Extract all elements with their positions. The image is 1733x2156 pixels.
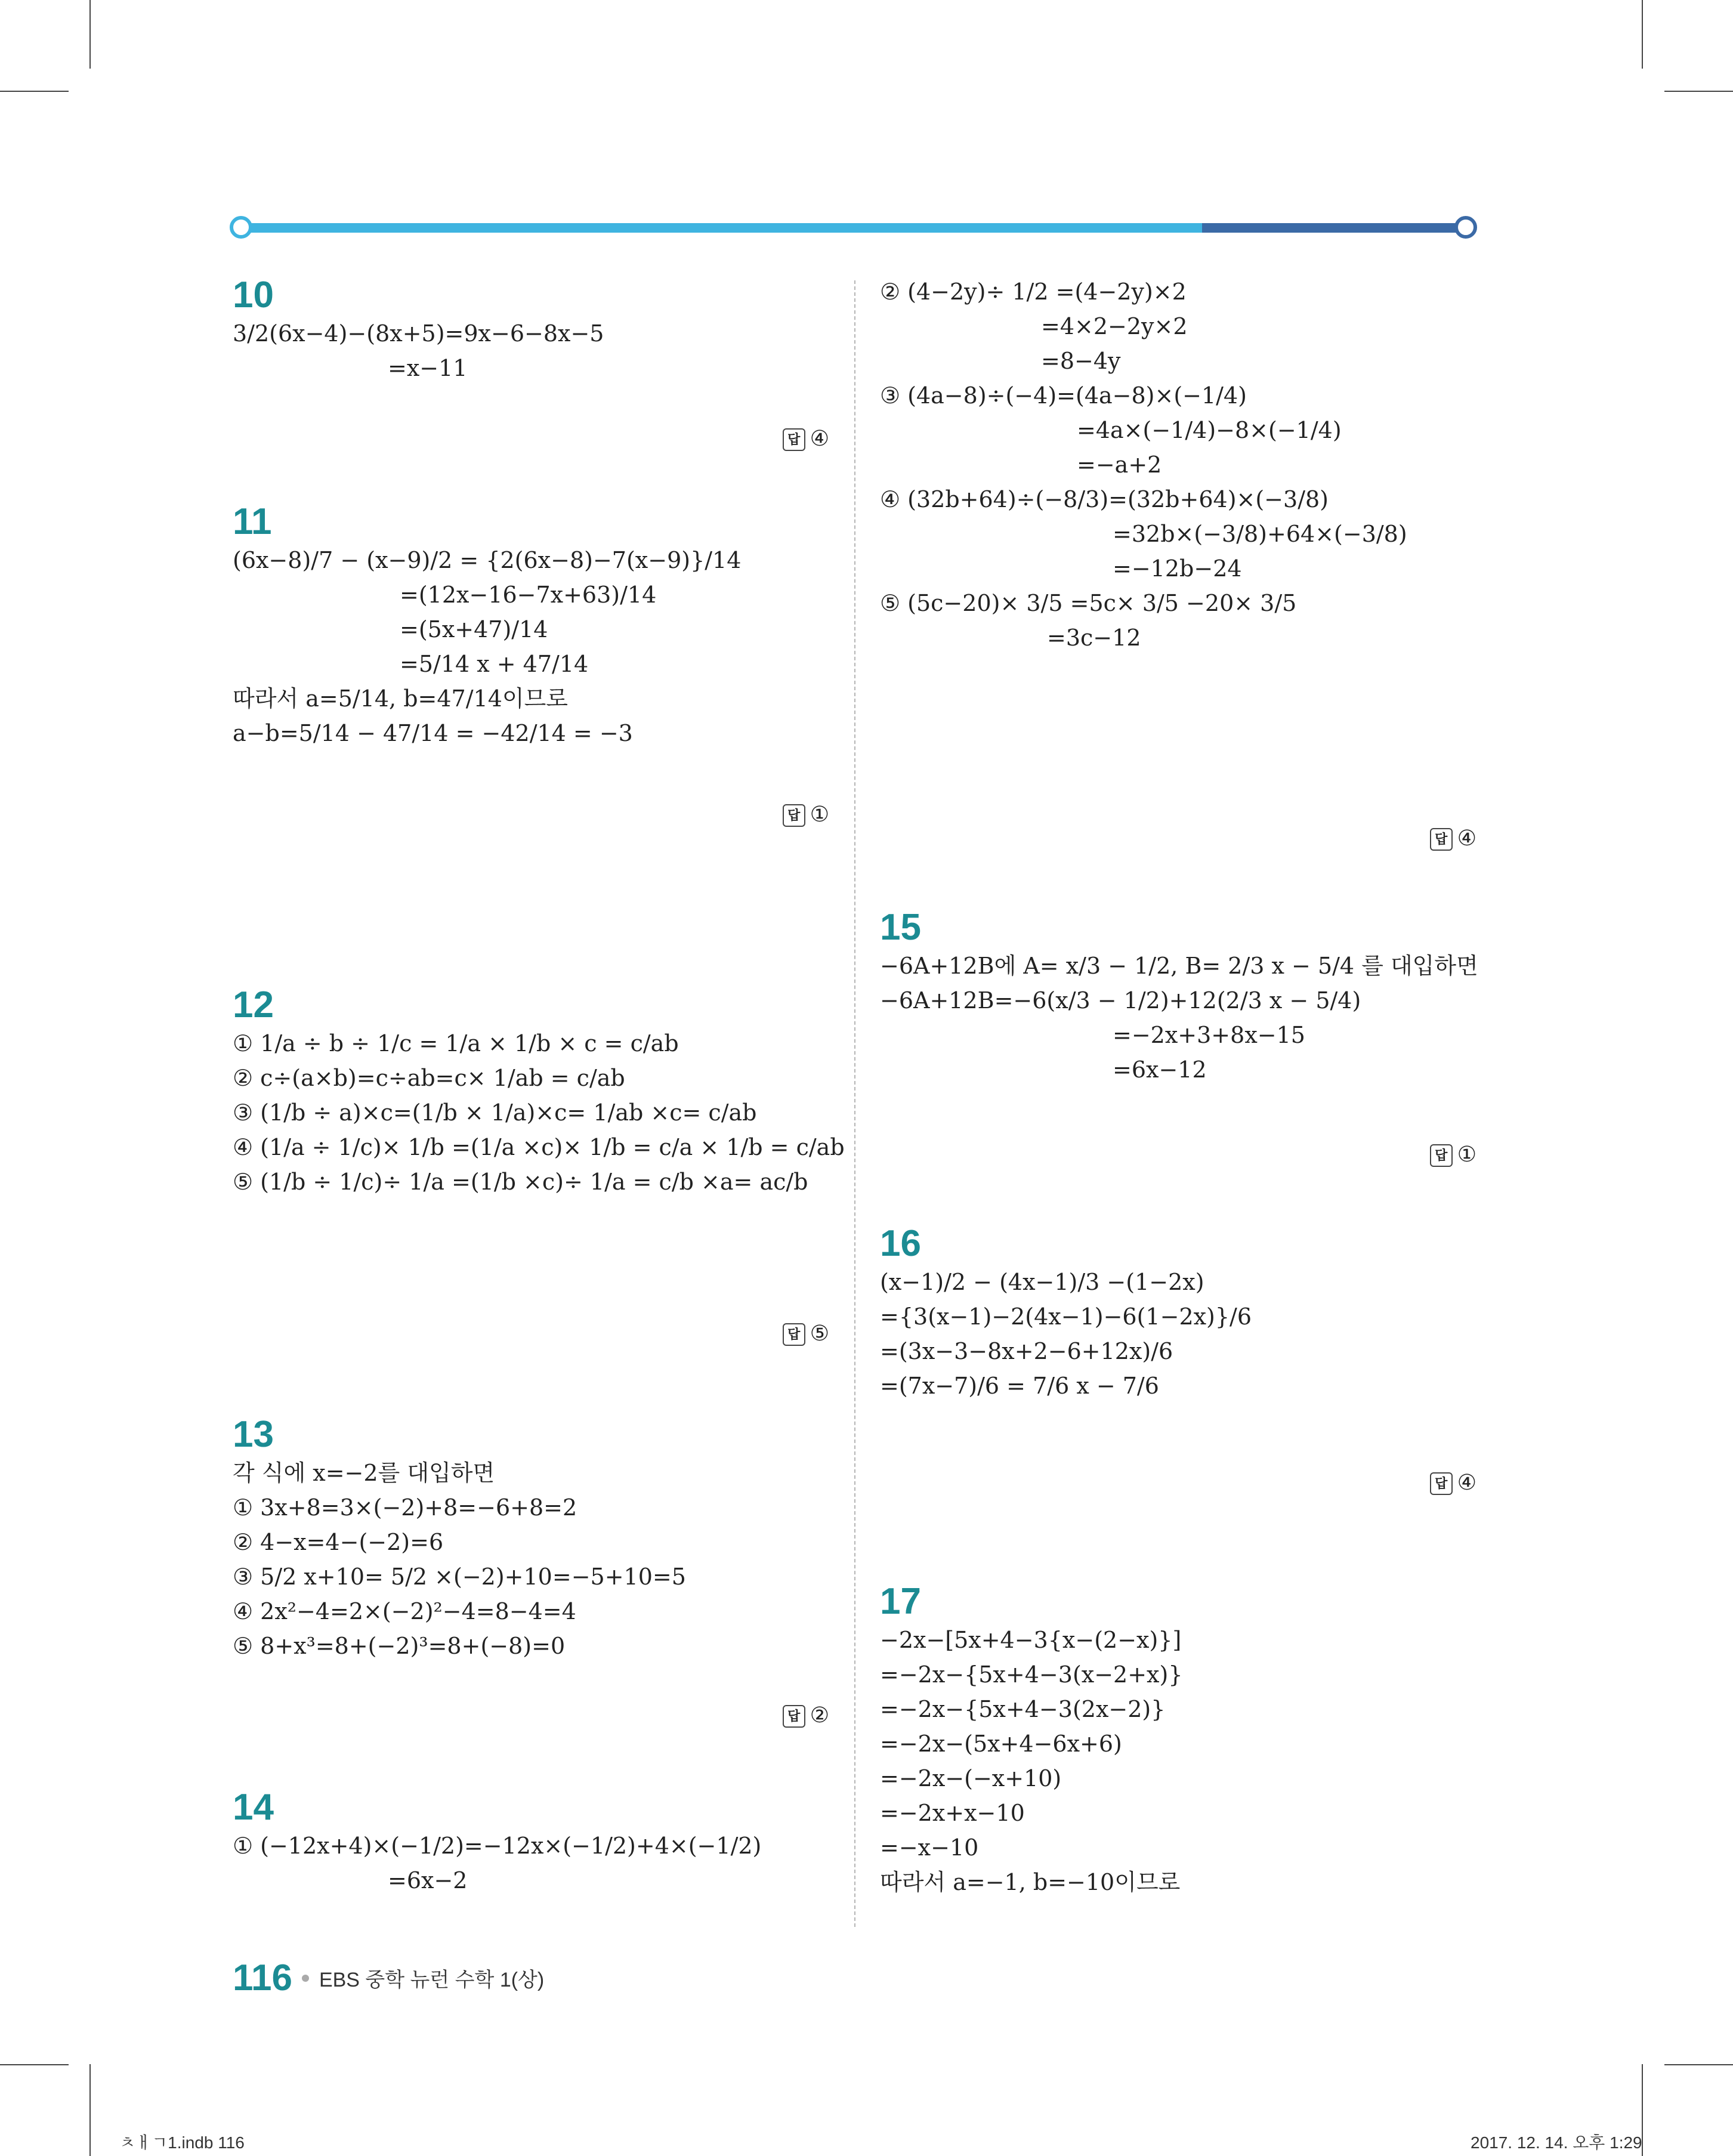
solution-line: ③ (4a−8)÷(−4)=(4a−8)×(−1/4) — [880, 382, 1247, 409]
solution-line: =6x−2 — [388, 1867, 468, 1894]
solution-line: =(5x+47)/14 — [400, 616, 548, 643]
header-bar-light — [240, 223, 1207, 233]
answer-label: 답 — [783, 428, 805, 451]
solution-line: =(12x−16−7x+63)/14 — [400, 582, 657, 608]
solution-line: −6A+12B=−6(x/3 − 1/2)+12(2/3 x − 5/4) — [880, 987, 1361, 1014]
solution-line: 따라서 a=−1, b=−10이므로 — [880, 1869, 1181, 1895]
solution-line: (x−1)/2 − (4x−1)/3 −(1−2x) — [880, 1269, 1204, 1295]
crop-mark — [0, 91, 69, 92]
page-footer — [233, 1957, 544, 1999]
answer-value: ⑤ — [810, 1321, 829, 1345]
solution-line: =−2x+x−10 — [880, 1800, 1025, 1826]
answer-label: 답 — [1430, 1472, 1453, 1495]
answer-label: 답 — [783, 1323, 805, 1346]
header-bar — [230, 216, 1476, 237]
answer-mark — [1430, 1139, 1476, 1169]
solution-line: =−2x+3+8x−15 — [1113, 1022, 1305, 1048]
solution-line: ② (4−2y)÷ 1/2 =(4−2y)×2 — [880, 279, 1187, 305]
answer-value: ① — [1457, 1142, 1476, 1166]
solution-line: =x−11 — [388, 355, 468, 381]
answer-value: ① — [810, 802, 829, 826]
solution-line: ③ (1/b ÷ a)×c=(1/b × 1/a)×c= 1/ab ×c= c/ab — [233, 1099, 757, 1126]
page-number: 116 — [233, 1957, 293, 1999]
solution-line: ④ (1/a ÷ 1/c)× 1/b =(1/a ×c)× 1/b = c/a × 1/b = c/ab — [233, 1134, 845, 1160]
answer-value: ④ — [1457, 1470, 1476, 1494]
header-bar-dark — [1202, 223, 1468, 233]
solution-line: ④ 2x²−4=2×(−2)²−4=8−4=4 — [233, 1598, 576, 1624]
answer-mark — [783, 799, 829, 829]
crop-mark — [0, 2064, 69, 2065]
answer-label: 답 — [783, 804, 805, 827]
problem-number: 12 — [233, 984, 274, 1026]
answer-mark — [1430, 823, 1476, 853]
solution-line: ① (−12x+4)×(−1/2)=−12x×(−1/2)+4×(−1/2) — [233, 1833, 762, 1859]
solution-line: =−2x−{5x+4−3(2x−2)} — [880, 1696, 1166, 1722]
solution-line: =−12b−24 — [1113, 555, 1242, 582]
print-date-info: 2017. 12. 14. 오후 1:29 — [1471, 2133, 1642, 2152]
crop-mark — [1642, 0, 1643, 69]
problem-14 — [233, 1787, 829, 1898]
solution-line: ⑤ (5c−20)× 3/5 =5c× 3/5 −20× 3/5 — [880, 590, 1297, 616]
solution-line: ① 1/a ÷ b ÷ 1/c = 1/a × 1/b × c = c/ab — [233, 1030, 679, 1057]
header-dot-right — [1454, 216, 1477, 239]
problem-15 — [880, 907, 1478, 1166]
crop-mark — [1664, 91, 1733, 92]
solution-line: =4×2−2y×2 — [1041, 313, 1188, 339]
solution-line: −2x−[5x+4−3{x−(2−x)}] — [880, 1627, 1182, 1653]
solution-line: (6x−8)/7 − (x−9)/2 = {2(6x−8)−7(x−9)}/14 — [233, 547, 742, 573]
answer-label: 답 — [1430, 828, 1453, 851]
answer-mark — [1430, 1468, 1476, 1497]
problem-number: 11 — [233, 501, 272, 542]
problem-12 — [233, 984, 845, 1345]
problem-16 — [880, 1223, 1476, 1494]
solution-line: =−2x−{5x+4−3(x−2+x)} — [880, 1661, 1183, 1688]
bullet-icon — [302, 1975, 309, 1982]
column-divider — [854, 280, 855, 1927]
solution-line: ② 4−x=4−(−2)=6 — [233, 1529, 444, 1555]
answer-value: ④ — [1457, 826, 1476, 850]
problem-14-continued — [880, 274, 1476, 850]
solution-line: ③ 5/2 x+10= 5/2 ×(−2)+10=−5+10=5 — [233, 1564, 686, 1590]
problem-number: 16 — [880, 1223, 921, 1264]
solution-line: 따라서 a=5/14, b=47/14이므로 — [233, 685, 568, 712]
solution-line: ⑤ (1/b ÷ 1/c)÷ 1/a =(1/b ×c)÷ 1/a = c/b ×a= ac/b — [233, 1169, 808, 1195]
header-dot-left — [230, 216, 252, 239]
solution-line: ② c÷(a×b)=c÷ab=c× 1/ab = c/ab — [233, 1065, 625, 1091]
answer-mark — [783, 424, 829, 453]
solution-line: =8−4y — [1041, 348, 1121, 374]
answer-mark — [783, 1700, 829, 1730]
solution-line: ⑤ 8+x³=8+(−2)³=8+(−8)=0 — [233, 1633, 566, 1659]
solution-line: a−b=5/14 − 47/14 = −42/14 = −3 — [233, 720, 633, 746]
solution-line: 3/2(6x−4)−(8x+5)=9x−6−8x−5 — [233, 320, 604, 347]
print-file-info: ㅊㅐㄱ1.indb 116 — [119, 2133, 245, 2152]
solution-line: =(3x−3−8x+2−6+12x)/6 — [880, 1338, 1173, 1364]
solution-line: =6x−12 — [1113, 1057, 1207, 1083]
solution-line: ={3(x−1)−2(4x−1)−6(1−2x)}/6 — [880, 1304, 1252, 1330]
problem-10 — [233, 274, 829, 450]
solution-line: =3c−12 — [1047, 625, 1141, 651]
solution-line: =5/14 x + 47/14 — [400, 651, 589, 677]
problem-11 — [233, 501, 829, 826]
problem-17 — [880, 1581, 1476, 1899]
solution-line: =32b×(−3/8)+64×(−3/8) — [1113, 521, 1407, 547]
solution-line: =(7x−7)/6 = 7/6 x − 7/6 — [880, 1373, 1159, 1399]
answer-value: ④ — [810, 426, 829, 450]
solution-line: 각 식에 x=−2를 대입하면 — [233, 1460, 495, 1486]
problem-number: 10 — [233, 274, 274, 316]
book-title: EBS 중학 뉴런 수학 1(상) — [319, 1969, 545, 1991]
problem-number: 17 — [880, 1581, 921, 1622]
solution-line: =−2x−(−x+10) — [880, 1765, 1062, 1791]
solution-line: =−x−10 — [880, 1834, 979, 1861]
crop-mark — [89, 2064, 91, 2156]
problem-number: 13 — [233, 1414, 274, 1455]
answer-mark — [783, 1318, 829, 1348]
answer-label: 답 — [783, 1705, 805, 1728]
solution-line: =4a×(−1/4)−8×(−1/4) — [1077, 417, 1342, 443]
problem-13 — [233, 1414, 829, 1727]
crop-mark — [89, 0, 91, 69]
solution-line: =−2x−(5x+4−6x+6) — [880, 1731, 1122, 1757]
solution-line: ④ (32b+64)÷(−8/3)=(32b+64)×(−3/8) — [880, 486, 1329, 512]
problem-number: 15 — [880, 907, 921, 948]
crop-mark — [1664, 2064, 1733, 2065]
answer-label: 답 — [1430, 1144, 1453, 1167]
solution-line: =−a+2 — [1077, 452, 1162, 478]
answer-value: ② — [810, 1703, 829, 1727]
problem-number: 14 — [233, 1787, 274, 1828]
solution-line: ① 3x+8=3×(−2)+8=−6+8=2 — [233, 1494, 577, 1521]
solution-line: −6A+12B에 A= x/3 − 1/2, B= 2/3 x − 5/4 를 대입하면 — [880, 953, 1478, 979]
